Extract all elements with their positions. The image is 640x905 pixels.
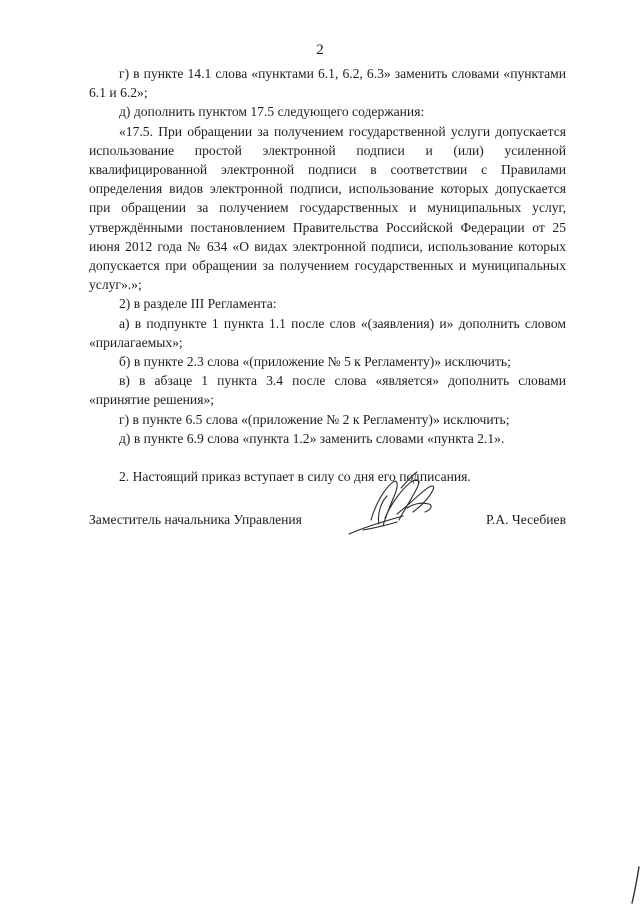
section-heading-iii: 2) в разделе III Регламента: [119,296,277,312]
paragraph-item-v: в) в абзаце 1 пункта 3.4 после слова «является» дополнить словами «принятие решения»; [89,373,566,408]
paragraph-item-d: д) дополнить пунктом 17.5 следующего содержания: [119,104,425,120]
paragraph-item-g: г) в пункте 14.1 слова «пунктами 6.1, 6.2, 6.3» заменить словами «пунктами 6.1 и 6.2»; [89,66,566,101]
paragraph-item-g2: г) в пункте 6.5 слова «(приложение № 2 к Регламенту)» исключить; [119,411,510,427]
handwritten-signature [341,468,451,548]
document-body [89,64,566,486]
closing-paragraph: 2. Настоящий приказ вступает в силу со дня его подписания. [119,469,471,485]
page-number: 2 [316,42,324,58]
signer-name: Р.А. Чесебиев [486,512,566,527]
paragraph-item-b: б) в пункте 2.3 слова «(приложение № 5 к Регламенту)» исключить; [119,354,511,370]
signer-position: Заместитель начальника Управления [89,512,302,527]
signature-block [89,468,566,548]
scan-edge-mark [628,865,640,905]
quoted-clause-17-5: «17.5. При обращении за получением государственной услуги допускается использование простой электронной подписи и (или) усиленной квалифицированной электронной подписи в соответствии с Правилами определения видов электронной подписи, использование которых допускается при обращении за получением государственных и муниципальных услуг, утверждёнными постановлением Правительства Российской Федерации от 25 июня 2012 года № 634 «О видах электронной подписи, использование которых допускается при обращении за получением государственных и муниципальных услуг».»; [89,123,566,293]
paragraph-item-a: а) в подпункте 1 пункта 1.1 после слов «(заявления) и» дополнить словом «прилагаемых»; [89,315,566,350]
paragraph-item-d2: д) в пункте 6.9 слова «пункта 1.2» заменить словами «пункта 2.1». [119,430,505,446]
